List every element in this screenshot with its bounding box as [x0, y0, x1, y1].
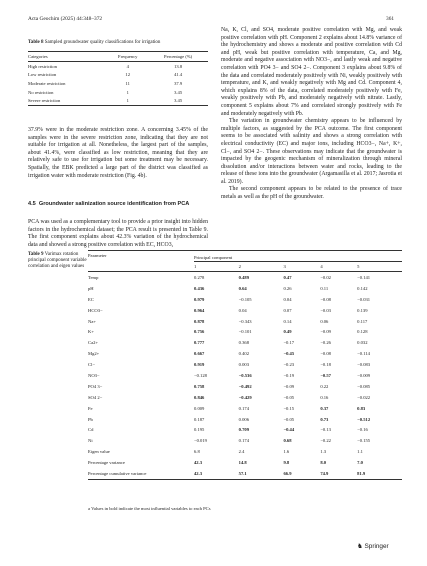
table9-row	[88, 326, 402, 337]
table9-value: 0.47	[283, 274, 292, 280]
table9-value: 7.0	[357, 460, 363, 466]
table9-value: 0.878	[194, 318, 205, 324]
table9-parameter: HCO3−	[88, 307, 103, 313]
table9-parameter: Cd	[88, 427, 94, 433]
table8-label: Table 8	[28, 40, 44, 45]
table9-value: 0.195	[194, 427, 205, 433]
table8-row	[28, 88, 208, 97]
table9-parameter: Ca2+	[88, 340, 98, 346]
table9-value: 1.3	[320, 449, 327, 455]
table9-row	[88, 294, 402, 305]
table9-value: 0.006	[238, 416, 250, 422]
table9-value: 81.9	[357, 470, 366, 476]
table9-value: −0.16	[357, 427, 368, 433]
table9-value: −0.114	[357, 351, 370, 357]
left-paragraph-1: 37.9% were in the moderate restriction zone. A concerning 3.45% of the samples were in the severe restriction zone, indicating that they are not suitable for irrigation at all. Nonetheless, the largest part of the samples, about 41.4%, were classified as low restriction, meaning that they are relatively safe to use for irrigation but some treatment may be necessary. Spatially, the EBK predicted a large part of the district was classified as irrigation water with moderate restriction (Fig. 4b).	[28, 127, 208, 179]
table9-row	[88, 316, 402, 327]
table9-row	[88, 370, 402, 381]
table9-value: −0.22	[320, 438, 331, 444]
table9-pc-header: 4	[320, 264, 323, 269]
table9-value: 0.032	[357, 340, 368, 346]
table9-value: 0.04	[283, 296, 292, 302]
table9-value: −0.128	[194, 372, 207, 378]
table9-value: −0.44	[283, 427, 295, 433]
table9-value: −0.45	[283, 351, 295, 357]
table9-value: 0.846	[194, 394, 205, 400]
table9-value: 0.139	[357, 307, 368, 313]
table9-value: 0.64	[238, 285, 247, 291]
table9-pc-header: 3	[283, 264, 286, 269]
table8-cell: 13.8	[174, 63, 183, 69]
table9-value: −0.08	[320, 351, 331, 357]
table9-row	[88, 446, 402, 457]
table9-value: −0.155	[357, 438, 371, 444]
table9-value: 0.756	[194, 329, 205, 335]
table9-value: 0.06	[320, 318, 329, 324]
table9-value: 6.8	[194, 449, 200, 455]
table9-parameter: K+	[88, 329, 94, 335]
table9-parameter: NO3−	[88, 372, 100, 378]
table9-group-header: Principal component	[194, 251, 402, 262]
table9-value: 8.0	[320, 460, 327, 466]
table9-parameter: Cl−	[88, 362, 95, 368]
table9-value: −0.08	[320, 296, 331, 302]
table9-value: −0.101	[238, 329, 252, 335]
table9-value: 0.04	[238, 307, 247, 313]
table9-row	[88, 381, 402, 392]
table9-value: 0.964	[194, 307, 205, 313]
table9-pc-header: 5	[357, 264, 360, 269]
table9-value: 57.1	[238, 470, 247, 476]
table9-row	[88, 305, 402, 316]
table8-cell: 3.45	[174, 89, 183, 95]
table8-cell: 1	[126, 98, 129, 104]
table8-row	[28, 62, 208, 71]
table8	[28, 51, 208, 106]
table9-value: 1.6	[283, 449, 290, 455]
table9-value: −0.13	[320, 427, 331, 433]
table8-cell: 1	[126, 89, 129, 95]
table8-cell: 37.9	[174, 80, 183, 86]
table9-value: 0.174	[238, 438, 250, 444]
table9-value: −0.19	[283, 372, 295, 378]
table8-row	[28, 71, 208, 80]
table9-row	[88, 424, 402, 435]
table9-value: 1.1	[357, 449, 363, 455]
table9-value: −0.03	[320, 307, 331, 313]
table8-cell: 4	[126, 63, 129, 69]
section-heading	[28, 201, 208, 208]
table9-value: −0.05	[283, 416, 295, 422]
table9-parameter: pH	[88, 285, 94, 291]
footnote-text: Values in bold indicate the most influential variables to each PCs	[91, 506, 211, 511]
table9-row	[88, 283, 402, 294]
table9-value: 0.919	[194, 362, 205, 368]
page-number: 361	[386, 16, 395, 22]
table9-value: 0.128	[357, 329, 368, 335]
table9-parameter: Mg2+	[88, 351, 100, 357]
table9-row	[88, 348, 402, 359]
table9-value: 0.117	[357, 318, 368, 324]
publisher-name: Springer	[364, 543, 389, 550]
table8-row	[28, 96, 208, 105]
right-paragraph-1: Na, K, Cl, and SO4, moderate positive correlation with Mg, and weak positive correlation with pH. Component 2 explains about 14.8% variance of the hydrochemistry and shows a moderate and positive correlation with Cd and pH, weak but positive correlation with temperature, Ca, and Mg, moderate and negative association with NO3−, and lastly weak and negative correlation with PO4 3− and SO4 2−. Component 3 explains about 9.8% of the data and correlated moderately positively with Ni, weakly positively with temperature, and K, and weakly negatively with Mg and Cd. Component 4, which explains 8% of the data, correlated moderately positively with Fe, weakly positively with Pb, and moderately negatively with nitrate. Lastly, component 5 explains about 7% and correlated strongly positively with Fe and moderately negatively with Pb.	[221, 27, 402, 117]
table9-value: −0.57	[320, 372, 331, 378]
table9-value: 0.16	[320, 394, 329, 400]
table8-header: Categories	[28, 54, 48, 59]
table9-row	[88, 468, 402, 479]
table9-value: 0.26	[283, 285, 292, 291]
table8-cell: 11	[125, 80, 130, 86]
table9-parameter: Temp	[88, 274, 99, 280]
table9-value: −0.09	[320, 329, 331, 335]
table9	[88, 250, 402, 480]
table9-row	[88, 403, 402, 414]
table8-caption-text: Sampled groundwater quality classifications for irrigation	[44, 40, 161, 45]
table9-footnote	[88, 506, 211, 511]
table9-parameter: EC	[88, 296, 94, 302]
table9-value: −0.18	[320, 362, 331, 368]
table9-parameter: Percentage variance	[88, 460, 125, 466]
table9-value: 0.187	[194, 416, 205, 422]
table8-body	[28, 62, 208, 106]
table9-value: 0.489	[238, 274, 250, 280]
table9-row	[88, 435, 402, 446]
table9-value: −0.02	[320, 274, 331, 280]
publisher-logo	[357, 542, 389, 550]
table9-value: 0.009	[194, 405, 205, 411]
table9-value: 0.22	[320, 383, 329, 389]
table9-row	[88, 457, 402, 468]
right-paragraph-3: The second component appears to be related to the presence of trace metals as well as the pH of the groundwater.	[221, 186, 402, 201]
table9-value: 0.49	[283, 329, 292, 335]
table9-value: 0.07	[283, 307, 292, 313]
table9-value: 0.83	[357, 405, 366, 411]
table9-value: 74.9	[320, 470, 329, 476]
table8-cell: High restriction	[28, 63, 57, 69]
table9-caption	[28, 252, 88, 271]
table9-value: 42.3	[194, 460, 203, 466]
table9-value: −0.083	[357, 362, 371, 368]
table9-caption-text: Varimax rotation principal component variable correlation and eigen values	[28, 252, 87, 270]
table8-cell: Moderate restriction	[28, 80, 66, 86]
table9-value: −0.031	[357, 296, 371, 302]
table9-value: −0.085	[357, 383, 371, 389]
table9-value: −0.512	[357, 416, 371, 422]
table8-cell: Severe restriction	[28, 98, 61, 104]
table9-value: 66.9	[283, 470, 292, 476]
table9-value: −0.141	[357, 274, 371, 280]
section-number: 4.5	[28, 201, 36, 207]
table8-header: Percentage (%)	[164, 54, 193, 59]
table9-value: −0.536	[238, 372, 252, 378]
table9-value: −0.022	[357, 394, 371, 400]
table9-value: −0.105	[238, 296, 252, 302]
table9-parameter: Pb	[88, 416, 93, 422]
right-paragraph-2: The variation in groundwater chemistry appears to be influenced by multiple factors, as suggested by the PCA outcome. The first component seems to be associated with salinity and shows a strong correlation with electrical conductivity (EC) and major ions, including HCO3−, Na+, K+, Cl−, and SO4 2−. These observations may indicate that the groundwater is impacted by the geogenic mechanism of mineralization through mineral dissolution and/or interactions between water and rocks, leading to the release of these ions into the groundwater (Argamasilla et al. 2017; Jasrotia et al. 2019).	[221, 118, 402, 185]
table9-value: 14.8	[238, 460, 247, 466]
table9-row	[88, 414, 402, 425]
table8-cell: 41.4	[174, 72, 183, 78]
table9-value: 0.667	[194, 351, 205, 357]
table9-value: 0.142	[357, 285, 368, 291]
table9-value: 0.14	[283, 318, 292, 324]
table9-value: 0.11	[320, 285, 329, 291]
table8-cell: Low restriction	[28, 72, 57, 78]
table9-value: −0.429	[238, 394, 252, 400]
journal-header: Acta Geochim (2025) 44:348–372	[28, 16, 103, 22]
table9-value: 0.003	[238, 362, 250, 368]
table9-value: 0.174	[238, 405, 250, 411]
table9-value: −0.17	[283, 340, 295, 346]
table9-parameter: Ni	[88, 438, 93, 444]
table9-parameter: Fe	[88, 405, 93, 411]
table9-value: 0.436	[194, 285, 205, 291]
table9-parameter: Eigen value	[88, 449, 110, 455]
table8-cell: 12	[125, 72, 131, 78]
table8-header: Frequency	[118, 54, 138, 59]
table9-param-header: Parameter	[88, 253, 107, 258]
table8-caption	[28, 40, 208, 46]
table9-label: Table 9	[28, 252, 44, 257]
table9-pc-header: 2	[238, 264, 241, 269]
table9-value: 0.709	[238, 427, 250, 433]
table9-value: −0.23	[283, 362, 295, 368]
table9-value: −0.492	[238, 383, 252, 389]
table9-row	[88, 359, 402, 370]
table9-value: 0.758	[194, 383, 205, 389]
table9-value: 0.777	[194, 340, 205, 346]
table9-parameter: Na+	[88, 318, 96, 324]
table9-value: 9.8	[283, 460, 290, 466]
table9-value: −0.019	[194, 438, 207, 444]
table9-value: 2.4	[238, 449, 245, 455]
right-column-text	[221, 27, 402, 202]
table9-row	[88, 272, 402, 283]
table9-value: −0.009	[357, 372, 371, 378]
table9-value: 0.979	[194, 296, 205, 302]
table9-body	[88, 272, 402, 480]
table9-value: 0.368	[238, 340, 250, 346]
table9-value: 0.402	[238, 351, 250, 357]
table8-cell: No restriction	[28, 89, 54, 95]
table9-value: −0.05	[283, 394, 295, 400]
table9-row	[88, 337, 402, 348]
table9-row	[88, 392, 402, 403]
section-title: Groundwater salinization source identification from PCA	[38, 201, 190, 207]
table9-value: 0.73	[320, 416, 329, 422]
table9-pc-header: 1	[194, 264, 197, 269]
table9-value: 0.68	[283, 438, 292, 444]
table8-row	[28, 79, 208, 88]
table8-cell: 3.45	[174, 98, 183, 104]
table9-value: −0.343	[238, 318, 252, 324]
table9-parameter: PO4 3−	[88, 383, 103, 389]
table9-parameter: SO4 2−	[88, 394, 103, 400]
table9-value: −0.15	[283, 405, 295, 411]
springer-horse-icon: ♞	[357, 543, 363, 550]
table9-value: 42.3	[194, 470, 203, 476]
table9-value: 0.37	[320, 405, 329, 411]
footnote-marker: a	[88, 506, 91, 511]
table9-parameter: Percentage cumulative variance	[88, 470, 147, 476]
table9-value: −0.26	[320, 340, 331, 346]
left-paragraph-2: PCA was used as a complementary tool to provide a prior insight into hidden factors in the hydrochemical dataset; the PCA result is presented in Table 9. The first component explains about 42.3% variation of the hydrochemical data and showed a strong positive correlation with EC, HCO3,	[28, 219, 208, 248]
table9-value: 0.278	[194, 274, 205, 280]
table9-value: −0.09	[283, 383, 295, 389]
